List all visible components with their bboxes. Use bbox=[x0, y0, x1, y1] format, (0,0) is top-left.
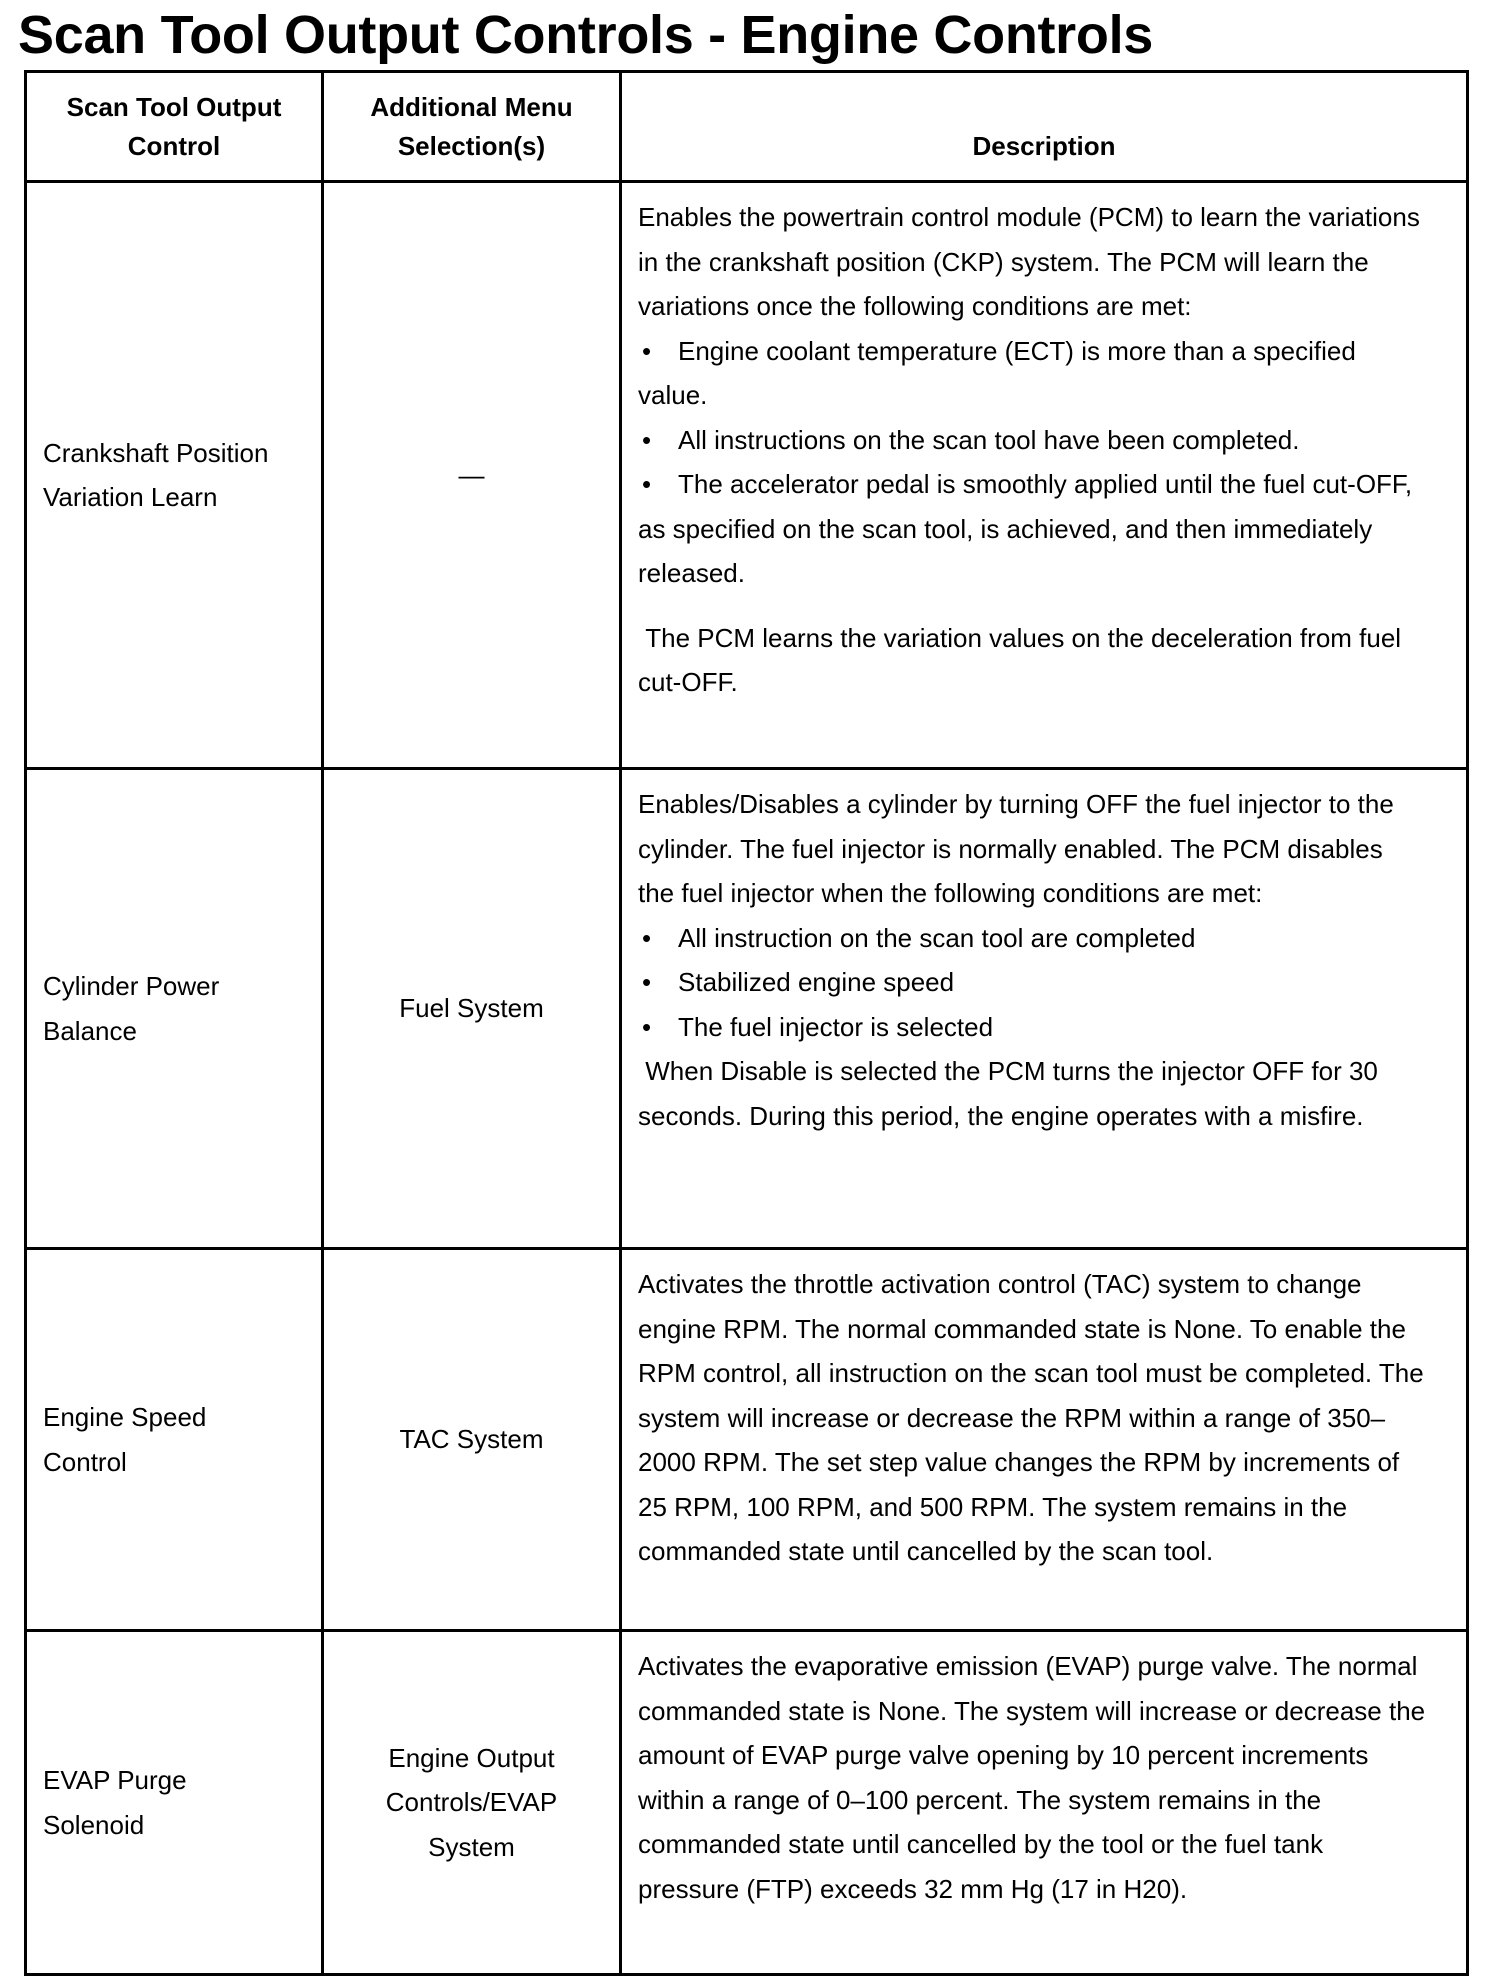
bullet-icon: • bbox=[642, 967, 652, 997]
control-name-cell: EVAP Purge Solenoid bbox=[26, 1631, 323, 1975]
header-description: Description bbox=[621, 72, 1468, 182]
description-intro: Activates the evaporative emission (EVAP) purge valve. The normal commanded state is None. The system will increase or decrease the amount of EVAP purge valve opening by 10 percent increments within a range of 0–100 percent. The system remains in the commanded state until cancelled by the tool or the fuel tank pressure (FTP) exceeds 32 mm Hg (17 in H20). bbox=[638, 1651, 1426, 1904]
bullet-icon: • bbox=[642, 922, 652, 953]
bullet-icon: • bbox=[642, 424, 652, 455]
table-header-row bbox=[26, 72, 1468, 182]
control-name-cell: Cylinder Power Balance bbox=[26, 769, 323, 1249]
description-intro: Enables/Disables a cylinder by turning OFF the fuel injector to the cylinder. The fuel injector is normally enabled. The PCM disables the fuel injector when the following conditions are met: bbox=[638, 789, 1394, 908]
menu-selection-cell: Fuel System bbox=[323, 769, 621, 1249]
description-cell bbox=[621, 769, 1468, 1249]
menu-selection-cell: — bbox=[323, 182, 621, 769]
bullet-item: • Stabilized engine speed bbox=[638, 960, 1426, 1005]
menu-selection-cell: Engine Output Controls/EVAP System bbox=[323, 1631, 621, 1975]
bullet-icon: • bbox=[642, 335, 652, 366]
bullet-item: • The accelerator pedal is smoothly applied until the fuel cut-OFF, as specified on the scan tool, is achieved, and then immediately released. bbox=[638, 462, 1426, 596]
description-outro: The PCM learns the variation values on the deceleration from fuel cut-OFF. bbox=[638, 622, 1409, 697]
table-row bbox=[26, 769, 1468, 1249]
description-outro: When Disable is selected the PCM turns the injector OFF for 30 seconds. During this period, the engine operates with a misfire. bbox=[638, 1056, 1386, 1131]
description-cell bbox=[621, 1631, 1468, 1975]
bullet-item: • All instruction on the scan tool are completed bbox=[638, 916, 1426, 961]
bullet-icon: • bbox=[642, 1011, 652, 1042]
header-scan-tool-output-control: Scan Tool Output Control bbox=[26, 72, 323, 182]
bullet-item: • The fuel injector is selected bbox=[638, 1005, 1426, 1050]
page-title: Scan Tool Output Controls - Engine Controls bbox=[18, 5, 1154, 65]
bullet-item: • All instructions on the scan tool have been completed. bbox=[638, 418, 1426, 463]
output-controls-table bbox=[24, 70, 1469, 1976]
description-intro: Activates the throttle activation control (TAC) system to change engine RPM. The normal commanded state is None. To enable the RPM control, all instruction on the scan tool must be completed. The system will increase or decrease the RPM within a range of 350–2000 RPM. The set step value changes the RPM by increments of 25 RPM, 100 RPM, and 500 RPM. The system remains in the commanded state until cancelled by the scan tool. bbox=[638, 1269, 1424, 1566]
description-cell bbox=[621, 1249, 1468, 1631]
table-row bbox=[26, 1249, 1468, 1631]
description-intro: Enables the powertrain control module (PCM) to learn the variations in the crankshaft position (CKP) system. The PCM will learn the variations once the following conditions are met: bbox=[638, 202, 1420, 321]
control-name-cell: Engine Speed Control bbox=[26, 1249, 323, 1631]
control-name-cell: Crankshaft Position Variation Learn bbox=[26, 182, 323, 769]
bullet-icon: • bbox=[642, 469, 652, 499]
description-cell bbox=[621, 182, 1468, 769]
bullet-item: • Engine coolant temperature (ECT) is more than a specified value. bbox=[638, 329, 1426, 418]
header-additional-menu-selections: Additional Menu Selection(s) bbox=[323, 72, 621, 182]
table-row bbox=[26, 182, 1468, 769]
menu-selection-cell: TAC System bbox=[323, 1249, 621, 1631]
table-row bbox=[26, 1631, 1468, 1975]
